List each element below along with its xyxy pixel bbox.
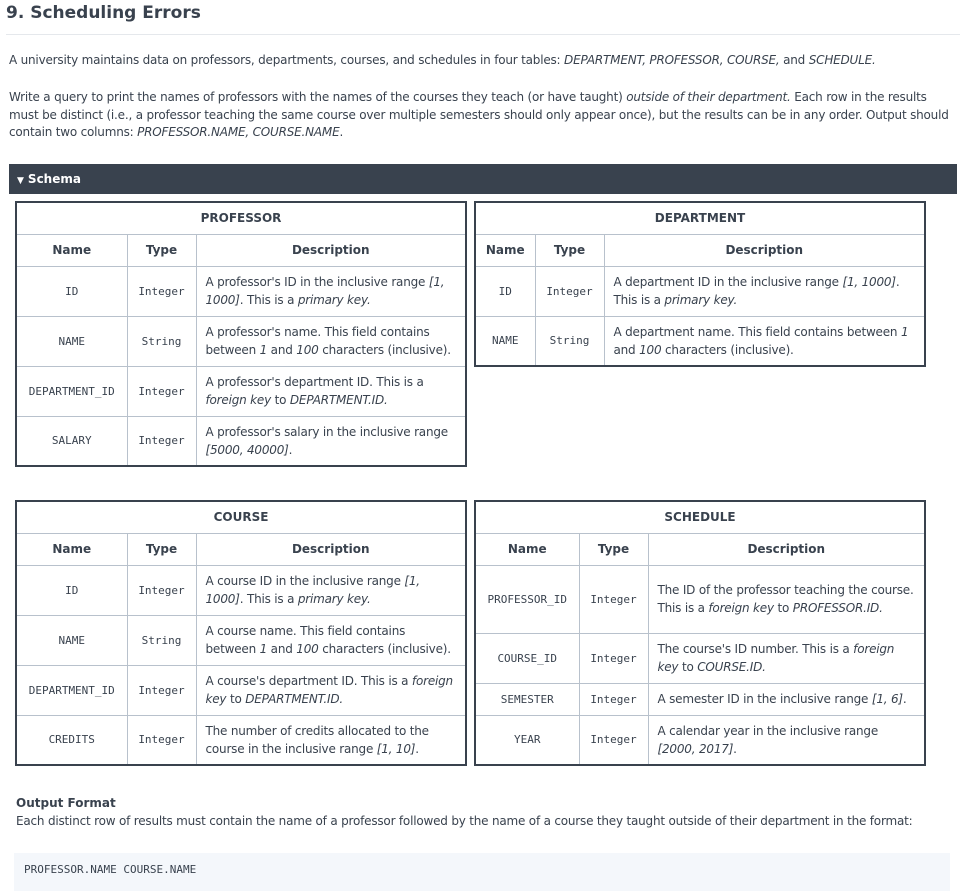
description-part: 100 — [639, 342, 662, 357]
field-description — [648, 633, 925, 683]
description-part: 1 — [259, 642, 268, 656]
description-part: 100 — [296, 642, 319, 656]
description-part: and — [267, 343, 297, 357]
field-name: COURSE_ID — [475, 633, 579, 683]
description-part: and — [267, 642, 297, 656]
description-part: characters (inclusive). — [318, 642, 451, 656]
description-part: and — [613, 342, 640, 357]
field-description — [196, 266, 466, 316]
description-part: PROFESSOR.ID. — [792, 601, 883, 615]
task-italic2: PROFESSOR.NAME, COURSE.NAME — [137, 125, 340, 139]
professor-table — [15, 201, 467, 467]
field-name: CREDITS — [16, 715, 127, 765]
task-part1: Write a query to print the names of professors with the names of the courses they teach (or have taught) — [9, 90, 627, 104]
task-italic1: outside of their department. — [626, 90, 791, 104]
field-name: ID — [475, 266, 535, 316]
table-row — [16, 266, 466, 316]
description-part: foreign key — [657, 642, 895, 674]
task-part2: Each row in the results must be distinct (i.e., a professor teaching the same course over multiple semesters should only appear once), but the results can be in any order. Output should contain two columns: — [9, 90, 949, 139]
description-part: foreign key — [708, 601, 774, 615]
triangle-down-icon: ▼ — [17, 176, 24, 186]
intro-tables: DEPARTMENT, PROFESSOR, COURSE, — [564, 53, 780, 67]
description-part: The course's ID number. This is a — [657, 642, 854, 656]
course-table — [15, 500, 467, 766]
description-part: [1, 1000] — [205, 275, 445, 307]
table-title: SCHEDULE — [475, 501, 925, 533]
field-name: NAME — [16, 316, 127, 366]
description-part: primary key. — [297, 293, 371, 307]
field-type: String — [127, 615, 196, 665]
table-row — [475, 633, 925, 683]
column-header-description: Description — [648, 533, 925, 565]
table-row — [475, 266, 925, 316]
field-description — [196, 665, 466, 715]
table-title: COURSE — [16, 501, 466, 533]
column-header-type: Type — [127, 533, 196, 565]
field-description — [196, 715, 466, 765]
table-row — [475, 565, 925, 633]
table-row — [16, 366, 466, 416]
schema-toggle[interactable] — [9, 164, 957, 194]
field-type: Integer — [579, 633, 648, 683]
description-part: primary key. — [297, 592, 371, 606]
task-end: . — [339, 125, 344, 139]
description-part: characters (inclusive). — [661, 342, 794, 357]
field-description — [604, 266, 925, 316]
field-description — [196, 366, 466, 416]
field-description — [648, 715, 925, 765]
column-header-type: Type — [579, 533, 648, 565]
table-row — [475, 683, 925, 715]
output-format-heading: Output Format — [16, 796, 116, 810]
field-type: String — [535, 316, 604, 366]
department-table — [474, 201, 926, 367]
field-description — [196, 615, 466, 665]
description-part: A semester ID in the inclusive range — [657, 692, 872, 706]
description-part: A department name. This field contains between — [613, 324, 901, 339]
description-part: A professor's salary in the inclusive range — [205, 424, 448, 439]
field-name: DEPARTMENT_ID — [16, 366, 127, 416]
table-row — [16, 665, 466, 715]
description-part: DEPARTMENT.ID. — [245, 692, 343, 706]
table-row — [16, 715, 466, 765]
description-part: [1, 1000] — [842, 275, 896, 289]
table-row — [475, 316, 925, 366]
output-format-description: Each distinct row of results must contain the name of a professor followed by the name of a course they taught outside of their department in the format: — [16, 814, 913, 828]
field-description — [648, 565, 925, 633]
description-part: A course's department ID. This is a — [205, 674, 412, 688]
description-part: A professor's department ID. This is a — [205, 375, 424, 389]
schema-label: Schema — [27, 172, 81, 186]
description-part: [1, 1000] — [205, 574, 420, 606]
description-part: to — [226, 692, 246, 706]
description-part: to — [773, 601, 793, 615]
task-paragraph — [9, 89, 957, 142]
column-header-type: Type — [535, 234, 604, 266]
table-row — [16, 615, 466, 665]
description-part: 100 — [296, 343, 319, 357]
description-part: A calendar year in the inclusive range — [657, 723, 879, 738]
description-part: . — [415, 741, 419, 756]
column-header-description: Description — [196, 533, 466, 565]
title-divider — [6, 34, 960, 35]
field-name: ID — [16, 565, 127, 615]
description-part: A course ID in the inclusive range — [205, 574, 405, 588]
table-row — [16, 416, 466, 466]
description-part: . — [902, 692, 907, 706]
table-title: PROFESSOR — [16, 202, 466, 234]
description-part: COURSE.ID. — [697, 660, 766, 674]
intro-and: and — [779, 53, 809, 67]
schedule-table — [474, 500, 926, 766]
column-header-name: Name — [475, 234, 535, 266]
field-type: Integer — [579, 715, 648, 765]
column-header-name: Name — [475, 533, 579, 565]
field-type: Integer — [127, 266, 196, 316]
description-part: foreign key — [205, 674, 453, 706]
field-description — [648, 683, 925, 715]
description-part: . This is a — [613, 275, 900, 307]
description-part: A department ID in the inclusive range — [613, 275, 843, 289]
field-name: SEMESTER — [475, 683, 579, 715]
column-header-type: Type — [127, 234, 196, 266]
column-header-description: Description — [196, 234, 466, 266]
field-type: Integer — [127, 565, 196, 615]
description-part: A course name. This field contains between — [205, 624, 406, 656]
field-name: DEPARTMENT_ID — [16, 665, 127, 715]
description-part: . This is a — [239, 592, 298, 606]
table-row — [16, 565, 466, 615]
column-header-description: Description — [604, 234, 925, 266]
description-part: 1 — [259, 343, 268, 357]
field-type: Integer — [127, 366, 196, 416]
field-type: Integer — [127, 715, 196, 765]
table-row — [475, 715, 925, 765]
description-part: . This is a — [239, 293, 298, 307]
field-name: NAME — [16, 615, 127, 665]
field-description — [196, 316, 466, 366]
description-part: [5000, 40000] — [205, 442, 289, 457]
description-part: 1 — [900, 324, 909, 339]
field-name: NAME — [475, 316, 535, 366]
output-format-code: PROFESSOR.NAME COURSE.NAME — [14, 853, 950, 891]
field-type: Integer — [127, 416, 196, 466]
field-name: SALARY — [16, 416, 127, 466]
intro-paragraph — [9, 52, 957, 70]
field-type: Integer — [535, 266, 604, 316]
field-description — [604, 316, 925, 366]
description-part: The number of credits allocated to the course in the inclusive range — [205, 723, 429, 756]
description-part: primary key. — [664, 293, 738, 307]
column-header-name: Name — [16, 234, 127, 266]
description-part: . — [288, 442, 293, 457]
intro-text: A university maintains data on professors, departments, courses, and schedules in four tables: — [9, 53, 565, 67]
field-type: Integer — [127, 665, 196, 715]
description-part: A professor's name. This field contains between — [205, 325, 430, 357]
description-part: [1, 10] — [376, 741, 416, 756]
description-part: . — [733, 741, 737, 756]
description-part: [1, 6] — [871, 692, 903, 706]
page-title: 9. Scheduling Errors — [6, 3, 201, 23]
description-part: to — [271, 393, 290, 407]
column-header-name: Name — [16, 533, 127, 565]
field-name: ID — [16, 266, 127, 316]
field-type: Integer — [579, 565, 648, 633]
field-name: YEAR — [475, 715, 579, 765]
description-part: to — [678, 660, 698, 674]
description-part: foreign key — [205, 393, 271, 407]
table-row — [16, 316, 466, 366]
field-type: Integer — [579, 683, 648, 715]
description-part: characters (inclusive). — [318, 343, 451, 357]
field-description — [196, 416, 466, 466]
table-title: DEPARTMENT — [475, 202, 925, 234]
field-type: String — [127, 316, 196, 366]
field-description — [196, 565, 466, 615]
field-name: PROFESSOR_ID — [475, 565, 579, 633]
description-part: A professor's ID in the inclusive range — [205, 275, 429, 289]
intro-last-table: SCHEDULE. — [808, 53, 876, 67]
description-part: DEPARTMENT.ID. — [289, 393, 388, 407]
description-part: The ID of the professor teaching the course. This is a — [657, 583, 914, 615]
description-part: [2000, 2017] — [657, 741, 734, 756]
